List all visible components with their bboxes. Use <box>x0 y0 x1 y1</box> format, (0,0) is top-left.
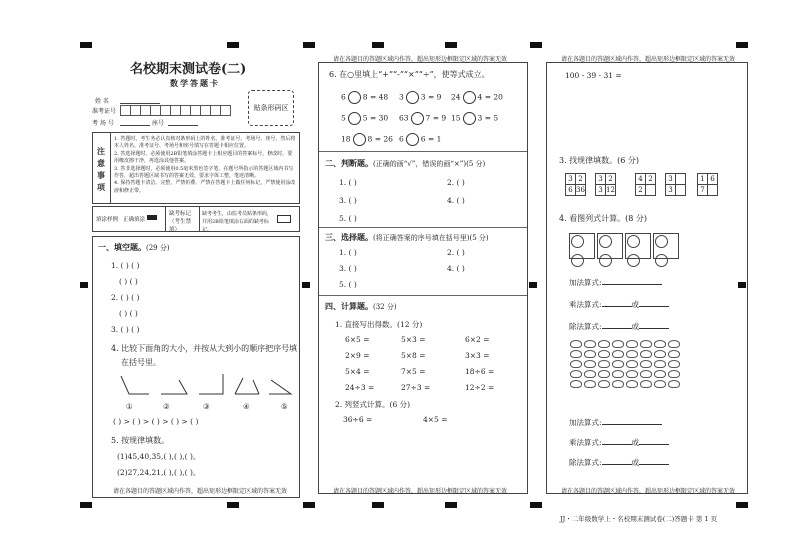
page-3-answer-area: 100 - 39 - 31 = 3. 找规律填数。(6 分) 3 2 6 36 3 2 3 12 4 2 2 3 3 1 6 7 4. 看图列式计算。(8 分) 加法算式: 乘法算式: 或 除法算式: 或 加法算式: 乘法算式: 或 除法算式: 或 <box>546 62 748 494</box>
timing-mark <box>736 42 748 48</box>
room-label: 考 场 号 <box>92 120 114 127</box>
barcode-area: 贴条形码区 <box>248 90 294 126</box>
timing-mark <box>227 42 239 48</box>
timing-mark <box>80 42 92 48</box>
flowers-figure <box>569 339 699 389</box>
timing-mark <box>529 282 537 288</box>
angles-figure <box>113 372 293 400</box>
notice-bottom-1: 请在各题目的答题区域内作答，超出矩形边框限定区域的答案无效 <box>112 488 287 495</box>
page-footer: JJ・二年级数学上・名校期末测试卷(二)答题卡 第 1 页 <box>560 515 718 523</box>
notice-bottom-2: 请在各题目的答题区域内作答，超出矩形边框限定区域的答案无效 <box>332 488 507 495</box>
timing-mark <box>372 502 384 508</box>
timing-mark <box>80 282 88 288</box>
notes-list: 1. 答题时，考生务必认真核对条形码上的姓名、准考证号、考场号、座号，然后将本人姓名、准考证号、考场号和座号填写在答题卡相应位置。 2. 答选择题时，必须使用2B铅笔填涂答题卡上相应题目的答案标号，修改时，要用橡皮擦干净，再选涂其他答案。 3. 答非选择题时，必须使用0.5毫米黑色签字笔，在题号所指示的答题区域内书写作答，超出答题区域书写的答案无效，要求字体工整，笔迹清晰。 4. 保持答题卡清洁、完整，严禁折叠、严禁在答题卡上做任何标记，严禁使用涂改液和修正带。 <box>114 136 296 194</box>
page-title: 名校期末测试卷(二) <box>130 62 247 77</box>
name-field[interactable] <box>120 103 160 104</box>
pattern-grid-5: 1 6 7 <box>697 173 718 196</box>
pattern-grid-1: 3 2 6 36 <box>565 173 586 196</box>
timing-mark <box>372 42 384 48</box>
page-subtitle: 数学答题卡 <box>170 78 220 88</box>
circles-figure <box>569 233 679 259</box>
notice-top-2: 请在各题目的答题区域内作答，超出矩形边框限定区域的答案无效 <box>332 56 507 63</box>
notice-bottom-3: 请在各题目的答题区域内作答，超出矩形边框限定区域的答案无效 <box>560 488 735 495</box>
pattern-grid-4: 3 3 <box>665 173 686 196</box>
timing-mark <box>303 42 315 48</box>
absent-mark-box[interactable] <box>277 215 291 223</box>
timing-mark <box>445 502 457 508</box>
seat-field[interactable] <box>168 125 198 126</box>
pattern-grid-2: 3 2 3 12 <box>595 173 616 196</box>
timing-mark <box>736 502 748 508</box>
room-field[interactable] <box>120 125 150 126</box>
timing-mark <box>227 502 239 508</box>
exam-id-label: 准考证号 <box>92 108 117 115</box>
name-label: 姓 名 <box>95 98 109 105</box>
timing-mark <box>80 502 92 508</box>
notice-top-3: 请在各题目的答题区域内作答，超出矩形边框限定区域的答案无效 <box>560 56 735 63</box>
notes-label: 注意事项 <box>97 146 105 192</box>
timing-mark <box>530 42 542 48</box>
fill-example-box: 填涂样例 正确填涂 缺考标记（考生禁填） 缺考考生，由监考员贴条形码，并用2B铅笔填涂右面的缺考标记。 <box>92 206 300 232</box>
exam-id-boxes[interactable] <box>120 105 231 116</box>
timing-mark <box>303 502 315 508</box>
page-2-answer-area: 6. 在○里填上“+”“-”“×”“÷”，使等式成立。 6 8 = 48 3 3 = 9 24 4 = 20 5 5 = 30 63 7 = 9 15 3 = 5 18 8 = 26 6 6 = 1 二、判断题。(正确的画“√”，错误的画“×”)(5 分) 1. ( ) 2. ( ) 3. ( ) 4. ( ) 5. ( ) 三、选择题。(将正确答案的序号填在括号里)(5 分) 1. ( ) 2. ( ) 3. ( ) 4. ( ) 5. ( ) 四、计算题。(32 分) 1. 直接写出得数。(12 分) 6×5 = 5×3 = 6×2 = 2×9 = 5×8 = 3×3 = 5×4 = 7×5 = 18÷6 = 24÷3 = 27÷3 = 12÷2 = 2. 列竖式计算。(6 分) 36÷6 = 4×5 = <box>318 62 528 494</box>
timing-mark <box>530 502 542 508</box>
notes-box <box>92 132 300 204</box>
timing-mark <box>445 42 457 48</box>
timing-mark <box>302 282 310 288</box>
pattern-grid-3: 4 2 2 <box>635 173 656 196</box>
filled-example <box>147 215 157 220</box>
seat-label: 座号 <box>152 120 165 127</box>
fill-blank-section: 一、填空题。(29 分) 1. ( ) ( ) ( ) ( ) 2. ( ) ( ) ( ) ( ) 3. ( ) ( ) 4. 比较下面角的大小，并按从大到小的顺序把序号填 在括号里。 ① ② ③ ④ ⑤ ( ) > ( ) > ( ) > ( ) > ( ) 5. 按规律填数。 (1)45,40,35,( ),( ),( )。 (2)27,24,21,( ),( ),( )。 <box>92 236 300 498</box>
